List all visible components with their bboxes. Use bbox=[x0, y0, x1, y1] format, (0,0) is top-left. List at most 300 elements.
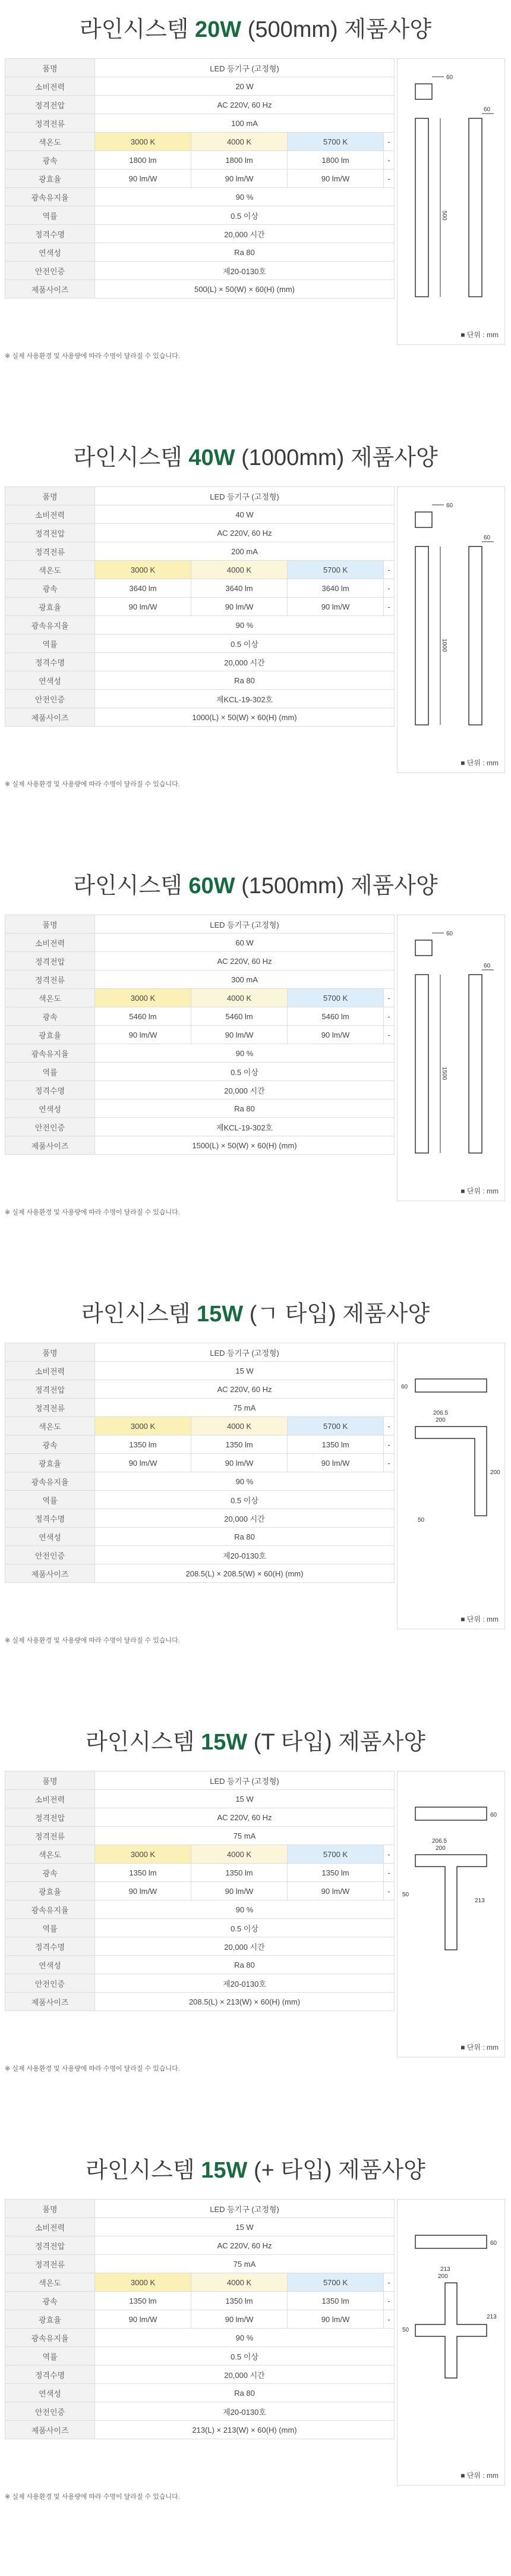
efficacy-5700: 90 lm/W bbox=[288, 169, 384, 188]
spec-row-voltage bbox=[5, 1808, 395, 1827]
value-voltage: AC 220V, 60 Hz bbox=[95, 1380, 395, 1399]
value-power: 60 W bbox=[95, 934, 395, 952]
value-size: 213(L) × 213(W) × 60(H) (mm) bbox=[95, 2421, 395, 2439]
label-life: 정격수명 bbox=[5, 225, 95, 243]
spec-table bbox=[5, 486, 395, 727]
value-maintenance: 90 % bbox=[95, 188, 395, 206]
value-product: LED 등기구 (고정형) bbox=[95, 487, 395, 505]
dim-b: 206.5 bbox=[433, 1410, 449, 1416]
flux-4000: 3640 lm bbox=[191, 579, 288, 598]
label-size: 제품사이즈 bbox=[5, 2421, 95, 2439]
cct-extra: - bbox=[384, 989, 395, 1007]
title-wattage: 15W bbox=[201, 2158, 248, 2183]
spec-row-product bbox=[5, 915, 395, 934]
efficacy-5700: 90 lm/W bbox=[288, 598, 384, 616]
dim-c: 1000 bbox=[441, 639, 447, 652]
spec-row-cct bbox=[5, 133, 395, 151]
label-current: 정격전류 bbox=[5, 1399, 95, 1417]
flux-3000: 1350 lm bbox=[95, 1864, 191, 1882]
spec-row-voltage bbox=[5, 2236, 395, 2255]
spec-section bbox=[0, 1724, 511, 2117]
end-view bbox=[415, 1379, 487, 1392]
value-maintenance: 90 % bbox=[95, 2329, 395, 2347]
label-cert: 안전인증 bbox=[5, 690, 95, 708]
value-size: 500(L) × 50(W) × 60(H) (mm) bbox=[95, 280, 395, 299]
label-life: 정격수명 bbox=[5, 2365, 95, 2384]
label-voltage: 정격전압 bbox=[5, 952, 95, 970]
value-current: 75 mA bbox=[95, 1827, 395, 1845]
value-cri: Ra 80 bbox=[95, 243, 395, 262]
label-cri: 연색성 bbox=[5, 1528, 95, 1546]
title-suffix: (500mm) 제품사양 bbox=[247, 17, 432, 42]
spec-row-voltage bbox=[5, 1380, 395, 1399]
value-power: 15 W bbox=[95, 1790, 395, 1808]
value-maintenance: 90 % bbox=[95, 1472, 395, 1491]
label-cri: 연색성 bbox=[5, 671, 95, 690]
cct-4000: 4000 K bbox=[191, 1845, 288, 1864]
cct-extra: - bbox=[384, 133, 395, 151]
value-voltage: AC 220V, 60 Hz bbox=[95, 952, 395, 970]
section-title bbox=[0, 440, 511, 476]
efficacy-3000: 90 lm/W bbox=[95, 1882, 191, 1900]
value-current: 300 mA bbox=[95, 970, 395, 989]
label-flux: 광속 bbox=[5, 2292, 95, 2310]
product-diagram bbox=[398, 1343, 504, 1629]
end-view bbox=[415, 1807, 487, 1820]
spec-row-pf bbox=[5, 634, 395, 653]
title-suffix: (1500mm) 제품사양 bbox=[241, 874, 438, 899]
spec-row-cert bbox=[5, 1974, 395, 1993]
spec-row-current bbox=[5, 970, 395, 989]
cct-5700: 5700 K bbox=[288, 1845, 384, 1864]
spec-row-product bbox=[5, 1343, 395, 1362]
spec-row-cert bbox=[5, 2402, 395, 2421]
flux-4000: 1350 lm bbox=[191, 1864, 288, 1882]
label-cri: 연색성 bbox=[5, 243, 95, 262]
flux-extra: - bbox=[384, 151, 395, 169]
label-pf: 역률 bbox=[5, 1063, 95, 1081]
spec-row-size bbox=[5, 1993, 395, 2011]
value-life: 20,000 시간 bbox=[95, 1081, 395, 1099]
flux-4000: 1350 lm bbox=[191, 1435, 288, 1454]
spec-row-flux bbox=[5, 1864, 395, 1882]
spec-table bbox=[5, 1771, 395, 2011]
spec-row-maintenance bbox=[5, 1472, 395, 1491]
value-current: 75 mA bbox=[95, 1399, 395, 1417]
efficacy-extra: - bbox=[384, 598, 395, 616]
spec-table bbox=[5, 915, 395, 1155]
efficacy-4000: 90 lm/W bbox=[191, 1026, 288, 1044]
cct-extra: - bbox=[384, 2273, 395, 2292]
cct-3000: 3000 K bbox=[95, 1845, 191, 1864]
spec-row-size bbox=[5, 280, 395, 299]
spec-row-efficacy bbox=[5, 598, 395, 616]
spec-row-voltage bbox=[5, 524, 395, 542]
label-pf: 역률 bbox=[5, 1491, 95, 1509]
flux-3000: 5460 lm bbox=[95, 1007, 191, 1026]
spec-row-power bbox=[5, 1362, 395, 1380]
flux-5700: 3640 lm bbox=[288, 579, 384, 598]
spec-row-flux bbox=[5, 2292, 395, 2310]
value-current: 200 mA bbox=[95, 542, 395, 561]
title-prefix: 라인시스템 bbox=[81, 1302, 191, 1327]
label-flux: 광속 bbox=[5, 579, 95, 598]
label-pf: 역률 bbox=[5, 2347, 95, 2365]
dim-e: 213 bbox=[475, 1898, 485, 1904]
label-voltage: 정격전압 bbox=[5, 2236, 95, 2255]
cct-4000: 4000 K bbox=[191, 133, 288, 151]
spec-row-power bbox=[5, 934, 395, 952]
cct-5700: 5700 K bbox=[288, 989, 384, 1007]
spec-table bbox=[5, 58, 395, 299]
cct-extra: - bbox=[384, 561, 395, 579]
efficacy-4000: 90 lm/W bbox=[191, 1882, 288, 1900]
unit-label: ■ 단위 : mm bbox=[460, 2043, 499, 2052]
label-cct: 색온도 bbox=[5, 989, 95, 1007]
spec-row-power bbox=[5, 2218, 395, 2236]
efficacy-3000: 90 lm/W bbox=[95, 169, 191, 188]
spec-row-product bbox=[5, 2200, 395, 2218]
spec-row-life bbox=[5, 653, 395, 671]
spec-row-power bbox=[5, 77, 395, 96]
product-diagram bbox=[398, 915, 504, 1201]
value-size: 208.5(L) × 208.5(W) × 60(H) (mm) bbox=[95, 1565, 395, 1583]
value-maintenance: 90 % bbox=[95, 1900, 395, 1919]
cct-5700: 5700 K bbox=[288, 1417, 384, 1435]
flux-5700: 1350 lm bbox=[288, 1864, 384, 1882]
spec-row-current bbox=[5, 2255, 395, 2273]
value-power: 15 W bbox=[95, 2218, 395, 2236]
efficacy-extra: - bbox=[384, 1454, 395, 1472]
diagram-panel bbox=[397, 58, 505, 345]
spec-row-cert bbox=[5, 262, 395, 280]
value-power: 40 W bbox=[95, 505, 395, 524]
dim-c: 200 bbox=[436, 1417, 446, 1424]
spec-row-product bbox=[5, 59, 395, 77]
flux-extra: - bbox=[384, 1007, 395, 1026]
dim-a-side: 60 bbox=[484, 963, 491, 969]
spec-row-maintenance bbox=[5, 1900, 395, 1919]
spec-row-life bbox=[5, 1509, 395, 1528]
cct-3000: 3000 K bbox=[95, 133, 191, 151]
spec-row-cct bbox=[5, 1417, 395, 1435]
efficacy-5700: 90 lm/W bbox=[288, 2310, 384, 2329]
spec-row-cri bbox=[5, 671, 395, 690]
lifetime-note: ※ 실제 사용환경 및 사용량에 따라 수명이 달라질 수 있습니다. bbox=[5, 2493, 180, 2500]
title-wattage: 15W bbox=[201, 1730, 248, 1755]
value-cert: 제KCL-19-302호 bbox=[95, 1118, 395, 1136]
dim-a-top: 60 bbox=[446, 74, 453, 81]
flux-3000: 1800 lm bbox=[95, 151, 191, 169]
lifetime-note: ※ 실제 사용환경 및 사용량에 따라 수명이 달라질 수 있습니다. bbox=[5, 1209, 180, 1216]
label-current: 정격전류 bbox=[5, 114, 95, 133]
spec-section bbox=[0, 2153, 511, 2545]
label-efficacy: 광효율 bbox=[5, 2310, 95, 2329]
label-size: 제품사이즈 bbox=[5, 1565, 95, 1583]
value-product: LED 등기구 (고정형) bbox=[95, 1343, 395, 1362]
value-maintenance: 90 % bbox=[95, 616, 395, 634]
front-view bbox=[415, 546, 428, 725]
label-maintenance: 광속유지율 bbox=[5, 2329, 95, 2347]
flux-4000: 1350 lm bbox=[191, 2292, 288, 2310]
spec-row-cri bbox=[5, 243, 395, 262]
efficacy-extra: - bbox=[384, 1026, 395, 1044]
plus-shape bbox=[415, 2283, 487, 2378]
spec-row-pf bbox=[5, 1919, 395, 1937]
spec-row-power bbox=[5, 505, 395, 524]
value-voltage: AC 220V, 60 Hz bbox=[95, 2236, 395, 2255]
cct-5700: 5700 K bbox=[288, 561, 384, 579]
spec-row-flux bbox=[5, 579, 395, 598]
value-current: 75 mA bbox=[95, 2255, 395, 2273]
dim-c: 1500 bbox=[441, 1067, 447, 1080]
value-product: LED 등기구 (고정형) bbox=[95, 1771, 395, 1790]
label-product: 품명 bbox=[5, 1343, 95, 1362]
end-view bbox=[415, 2235, 487, 2248]
cct-3000: 3000 K bbox=[95, 2273, 191, 2292]
spec-row-size bbox=[5, 708, 395, 727]
lifetime-note: ※ 실제 사용환경 및 사용량에 따라 수명이 달라질 수 있습니다. bbox=[5, 781, 180, 788]
side-view bbox=[469, 118, 482, 297]
flux-5700: 1800 lm bbox=[288, 151, 384, 169]
label-current: 정격전류 bbox=[5, 2255, 95, 2273]
title-prefix: 라인시스템 bbox=[73, 445, 182, 470]
spec-row-flux bbox=[5, 1435, 395, 1454]
spec-row-cri bbox=[5, 1528, 395, 1546]
dim-d: 50 bbox=[418, 1517, 425, 1523]
label-cct: 색온도 bbox=[5, 1417, 95, 1435]
diagram-panel bbox=[397, 1343, 505, 1629]
dim-a-top: 60 bbox=[446, 931, 453, 937]
flux-extra: - bbox=[384, 2292, 395, 2310]
dim-a-top: 60 bbox=[446, 502, 453, 509]
flux-5700: 5460 lm bbox=[288, 1007, 384, 1026]
dim-c: 500 bbox=[441, 211, 447, 221]
spec-section bbox=[0, 868, 511, 1261]
value-product: LED 등기구 (고정형) bbox=[95, 2200, 395, 2218]
label-power: 소비전력 bbox=[5, 934, 95, 952]
dim-c: 200 bbox=[438, 2273, 448, 2280]
dim-a-side: 60 bbox=[484, 535, 491, 541]
label-life: 정격수명 bbox=[5, 653, 95, 671]
label-flux: 광속 bbox=[5, 1435, 95, 1454]
diagram-panel bbox=[397, 915, 505, 1201]
value-voltage: AC 220V, 60 Hz bbox=[95, 524, 395, 542]
spec-row-cct bbox=[5, 2273, 395, 2292]
value-life: 20,000 시간 bbox=[95, 225, 395, 243]
label-pf: 역률 bbox=[5, 634, 95, 653]
efficacy-5700: 90 lm/W bbox=[288, 1454, 384, 1472]
diagram-panel bbox=[397, 2199, 505, 2486]
label-life: 정격수명 bbox=[5, 1509, 95, 1528]
label-life: 정격수명 bbox=[5, 1081, 95, 1099]
value-cri: Ra 80 bbox=[95, 1099, 395, 1118]
label-current: 정격전류 bbox=[5, 970, 95, 989]
cct-5700: 5700 K bbox=[288, 2273, 384, 2292]
spec-row-product bbox=[5, 487, 395, 505]
label-power: 소비전력 bbox=[5, 1362, 95, 1380]
spec-row-life bbox=[5, 1081, 395, 1099]
spec-row-efficacy bbox=[5, 1882, 395, 1900]
spec-row-cri bbox=[5, 1956, 395, 1974]
spec-table bbox=[5, 2199, 395, 2439]
flux-extra: - bbox=[384, 579, 395, 598]
spec-row-cri bbox=[5, 1099, 395, 1118]
title-prefix: 라인시스템 bbox=[86, 2158, 195, 2183]
cct-4000: 4000 K bbox=[191, 1417, 288, 1435]
label-voltage: 정격전압 bbox=[5, 96, 95, 114]
label-cct: 색온도 bbox=[5, 2273, 95, 2292]
flux-3000: 3640 lm bbox=[95, 579, 191, 598]
label-cert: 안전인증 bbox=[5, 1546, 95, 1565]
spec-row-efficacy bbox=[5, 169, 395, 188]
cct-extra: - bbox=[384, 1417, 395, 1435]
value-life: 20,000 시간 bbox=[95, 2365, 395, 2384]
spec-row-maintenance bbox=[5, 1044, 395, 1063]
label-size: 제품사이즈 bbox=[5, 280, 95, 299]
spec-section bbox=[0, 440, 511, 833]
efficacy-4000: 90 lm/W bbox=[191, 2310, 288, 2329]
section-title bbox=[0, 1296, 511, 1332]
label-product: 품명 bbox=[5, 59, 95, 77]
dim-a-side: 60 bbox=[484, 106, 491, 113]
value-product: LED 등기구 (고정형) bbox=[95, 915, 395, 934]
spec-row-current bbox=[5, 114, 395, 133]
efficacy-extra: - bbox=[384, 169, 395, 188]
value-life: 20,000 시간 bbox=[95, 1509, 395, 1528]
label-cri: 연색성 bbox=[5, 2384, 95, 2402]
value-voltage: AC 220V, 60 Hz bbox=[95, 1808, 395, 1827]
label-voltage: 정격전압 bbox=[5, 524, 95, 542]
label-flux: 광속 bbox=[5, 1864, 95, 1882]
lifetime-note: ※ 실제 사용환경 및 사용량에 따라 수명이 달라질 수 있습니다. bbox=[5, 2065, 180, 2072]
dim-b: 213 bbox=[440, 2266, 450, 2273]
spec-row-cert bbox=[5, 690, 395, 708]
title-suffix: (T 타입) 제품사양 bbox=[253, 1730, 425, 1755]
dim-c-side: 200 bbox=[490, 1469, 500, 1476]
label-product: 품명 bbox=[5, 1771, 95, 1790]
spec-row-efficacy bbox=[5, 1026, 395, 1044]
value-size: 208.5(L) × 213(W) × 60(H) (mm) bbox=[95, 1993, 395, 2011]
label-cert: 안전인증 bbox=[5, 1974, 95, 1993]
label-efficacy: 광효율 bbox=[5, 169, 95, 188]
section-title bbox=[0, 868, 511, 904]
section-title bbox=[0, 12, 511, 48]
label-efficacy: 광효율 bbox=[5, 598, 95, 616]
efficacy-3000: 90 lm/W bbox=[95, 1026, 191, 1044]
dim-e: 213 bbox=[487, 2314, 497, 2320]
spec-row-pf bbox=[5, 2347, 395, 2365]
spec-row-cct bbox=[5, 1845, 395, 1864]
title-wattage: 20W bbox=[194, 17, 242, 42]
cct-4000: 4000 K bbox=[191, 989, 288, 1007]
flux-extra: - bbox=[384, 1864, 395, 1882]
spec-row-cert bbox=[5, 1118, 395, 1136]
spec-row-pf bbox=[5, 1063, 395, 1081]
cct-3000: 3000 K bbox=[95, 989, 191, 1007]
diagram-panel bbox=[397, 486, 505, 773]
spec-row-efficacy bbox=[5, 2310, 395, 2329]
label-efficacy: 광효율 bbox=[5, 1882, 95, 1900]
value-size: 1000(L) × 50(W) × 60(H) (mm) bbox=[95, 708, 395, 727]
value-voltage: AC 220V, 60 Hz bbox=[95, 96, 395, 114]
value-maintenance: 90 % bbox=[95, 1044, 395, 1063]
title-suffix: (1000mm) 제품사양 bbox=[241, 445, 438, 470]
spec-row-size bbox=[5, 1136, 395, 1155]
label-size: 제품사이즈 bbox=[5, 1136, 95, 1155]
spec-row-life bbox=[5, 1937, 395, 1956]
label-size: 제품사이즈 bbox=[5, 1993, 95, 2011]
value-pf: 0.5 이상 bbox=[95, 1063, 395, 1081]
label-power: 소비전력 bbox=[5, 1790, 95, 1808]
label-maintenance: 광속유지율 bbox=[5, 188, 95, 206]
spec-row-maintenance bbox=[5, 616, 395, 634]
value-cri: Ra 80 bbox=[95, 1956, 395, 1974]
spec-row-voltage bbox=[5, 952, 395, 970]
title-wattage: 40W bbox=[188, 445, 235, 470]
title-wattage: 60W bbox=[188, 874, 235, 899]
spec-row-size bbox=[5, 1565, 395, 1583]
cct-5700: 5700 K bbox=[288, 133, 384, 151]
end-view bbox=[415, 512, 432, 527]
value-product: LED 등기구 (고정형) bbox=[95, 59, 395, 77]
product-diagram bbox=[398, 1771, 504, 2057]
unit-label: ■ 단위 : mm bbox=[460, 2471, 499, 2480]
end-view bbox=[415, 940, 432, 956]
label-maintenance: 광속유지율 bbox=[5, 1900, 95, 1919]
title-suffix: (+ 타입) 제품사양 bbox=[253, 2158, 425, 2183]
efficacy-3000: 90 lm/W bbox=[95, 2310, 191, 2329]
product-diagram bbox=[398, 59, 504, 344]
value-power: 15 W bbox=[95, 1362, 395, 1380]
front-view bbox=[415, 118, 428, 297]
efficacy-3000: 90 lm/W bbox=[95, 1454, 191, 1472]
value-cert: 제20-0130호 bbox=[95, 1974, 395, 1993]
spec-row-flux bbox=[5, 151, 395, 169]
spec-row-voltage bbox=[5, 96, 395, 114]
label-product: 품명 bbox=[5, 2200, 95, 2218]
label-product: 품명 bbox=[5, 487, 95, 505]
dim-d: 50 bbox=[402, 2327, 409, 2333]
title-prefix: 라인시스템 bbox=[79, 17, 189, 42]
end-view bbox=[415, 84, 432, 99]
spec-row-size bbox=[5, 2421, 395, 2439]
value-cert: 제20-0130호 bbox=[95, 1546, 395, 1565]
dim-a: 60 bbox=[401, 1384, 408, 1390]
label-cert: 안전인증 bbox=[5, 1118, 95, 1136]
dim-a: 60 bbox=[490, 1812, 497, 1818]
value-size: 1500(L) × 50(W) × 60(H) (mm) bbox=[95, 1136, 395, 1155]
label-cri: 연색성 bbox=[5, 1099, 95, 1118]
flux-3000: 1350 lm bbox=[95, 1435, 191, 1454]
label-pf: 역률 bbox=[5, 206, 95, 225]
side-view bbox=[469, 546, 482, 725]
product-diagram bbox=[398, 487, 504, 772]
spec-row-life bbox=[5, 2365, 395, 2384]
spec-row-current bbox=[5, 1399, 395, 1417]
spec-row-efficacy bbox=[5, 1454, 395, 1472]
lifetime-note: ※ 실제 사용환경 및 사용량에 따라 수명이 달라질 수 있습니다. bbox=[5, 1637, 180, 1644]
cct-4000: 4000 K bbox=[191, 2273, 288, 2292]
label-cct: 색온도 bbox=[5, 561, 95, 579]
unit-label: ■ 단위 : mm bbox=[460, 1187, 499, 1195]
label-maintenance: 광속유지율 bbox=[5, 616, 95, 634]
flux-5700: 1350 lm bbox=[288, 1435, 384, 1454]
value-pf: 0.5 이상 bbox=[95, 1491, 395, 1509]
spec-section bbox=[0, 12, 511, 404]
efficacy-4000: 90 lm/W bbox=[191, 1454, 288, 1472]
spec-table bbox=[5, 1343, 395, 1583]
